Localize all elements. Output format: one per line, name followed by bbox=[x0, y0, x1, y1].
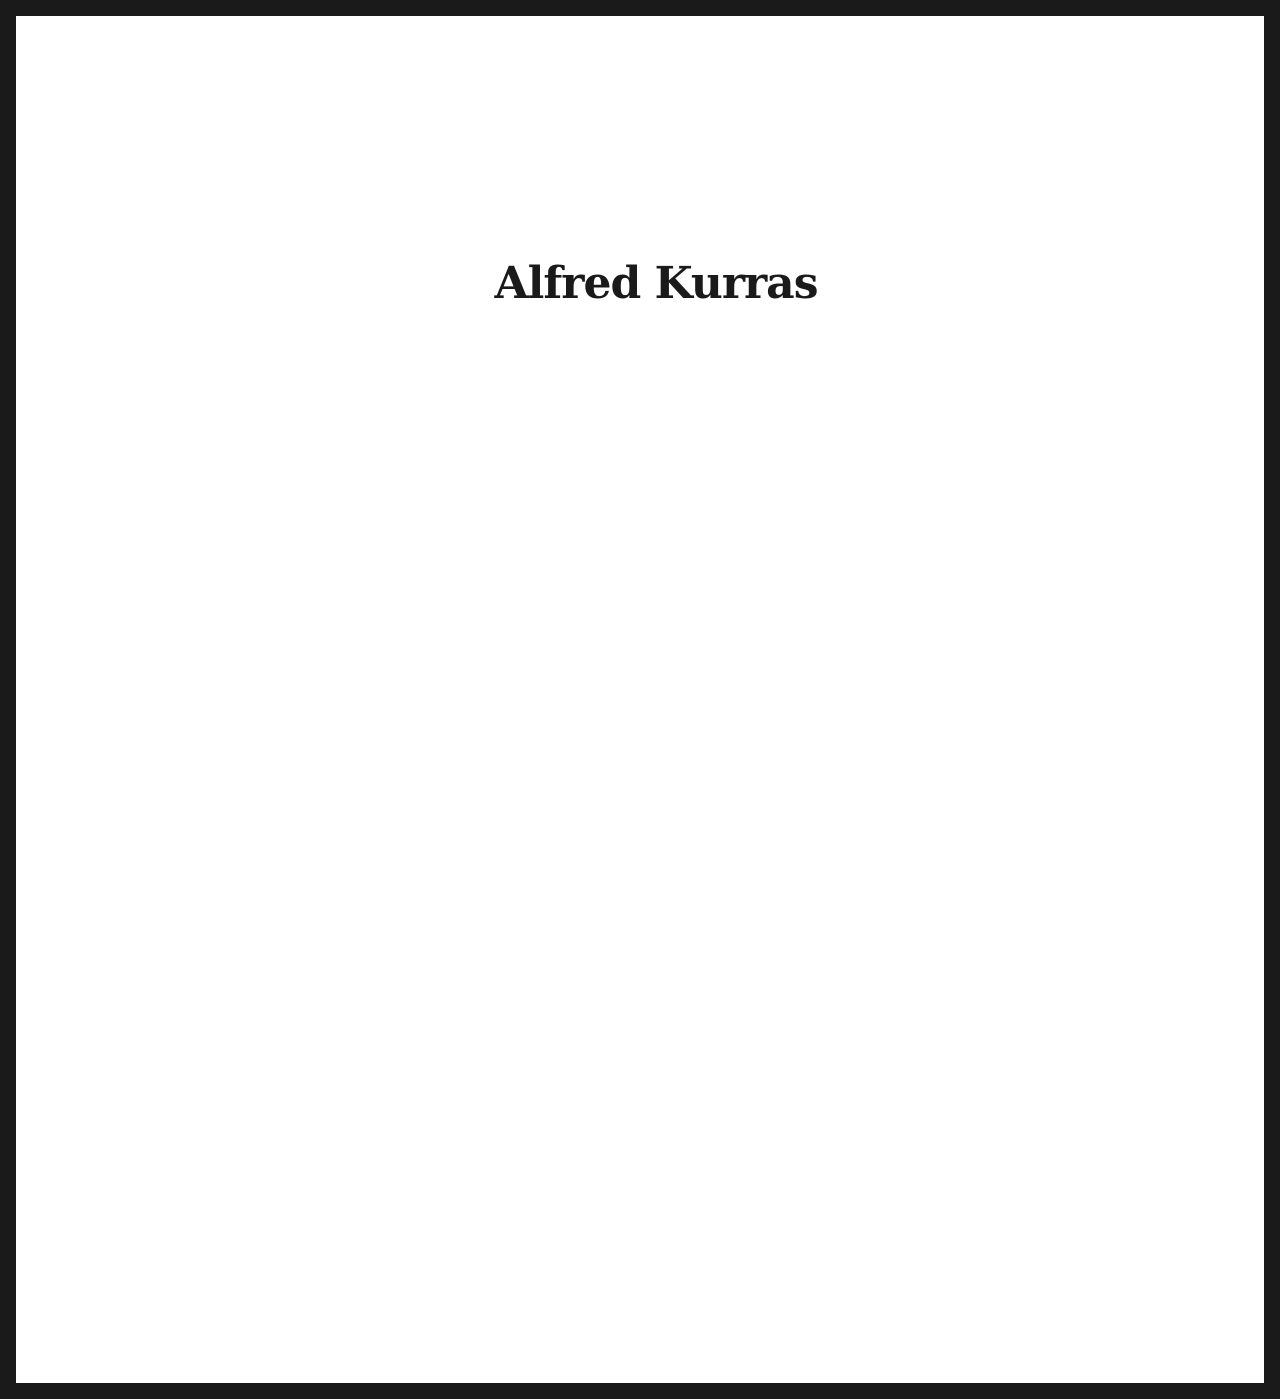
deceased-name: Alfred Kurras bbox=[494, 258, 818, 309]
